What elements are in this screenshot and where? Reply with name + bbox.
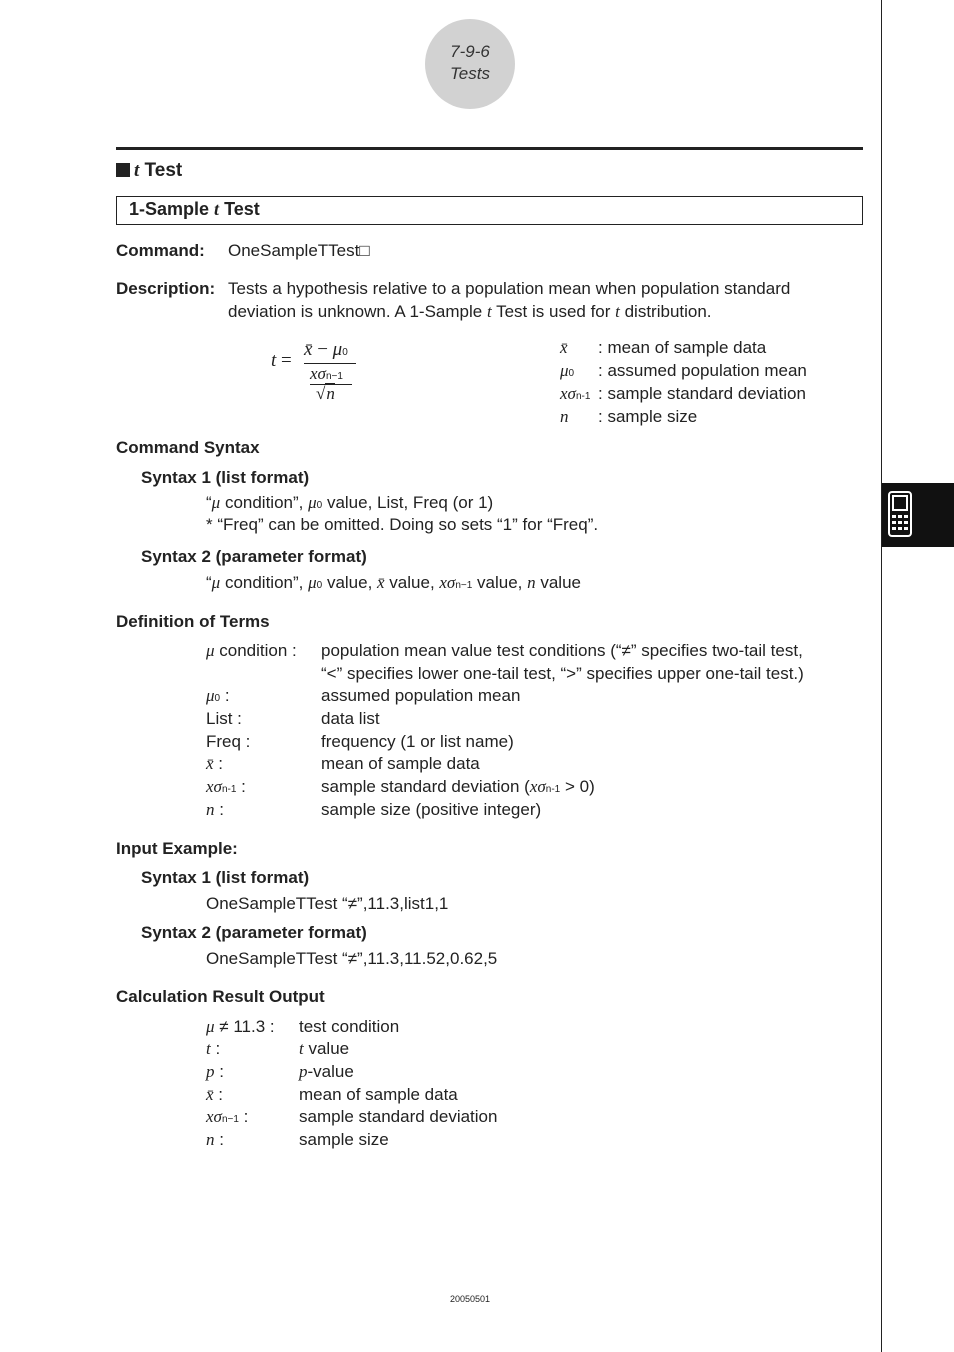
example-syntax-1-heading: Syntax 1 (list format)	[141, 868, 310, 887]
def-term: Freq :	[206, 732, 251, 751]
description-line-1: Tests a hypothesis relative to a population mean when population standard	[228, 279, 791, 298]
example-syntax-2-heading: Syntax 2 (parameter format)	[141, 923, 367, 942]
def-term: x̄ :	[206, 754, 223, 773]
chapter-side-tab	[882, 483, 954, 547]
output-desc: t value	[299, 1039, 350, 1058]
command-label: Command:	[116, 241, 205, 260]
syntax-2-heading: Syntax 2 (parameter format)	[141, 547, 367, 566]
syntax-1-note: * “Freq” can be omitted. Doing so sets “1” for “Freq”.	[206, 515, 599, 534]
legend-row: μ0	[560, 361, 575, 380]
output-term: p :	[206, 1062, 224, 1081]
square-bullet-icon	[116, 163, 130, 177]
def-desc: sample standard deviation (xσn-1 > 0)	[321, 777, 595, 796]
output-term: n :	[206, 1130, 224, 1149]
page-number-badge	[425, 19, 515, 109]
example-syntax-1: OneSampleTTest “≠”,11.3,list1,1	[206, 894, 449, 913]
section-title: t Test	[116, 160, 182, 182]
def-desc: sample size (positive integer)	[321, 800, 542, 819]
formula-denominator: xσn−1	[310, 364, 343, 383]
legend-row: n	[560, 407, 569, 426]
output-term: xσn−1 :	[206, 1107, 249, 1126]
formula-numerator: x̄ − μ0	[304, 339, 348, 360]
legend-row: xσn-1	[560, 384, 591, 403]
right-margin-rule	[881, 0, 882, 1352]
def-term: μ0 :	[206, 686, 230, 705]
t-statistic-formula: t = x̄ − μ0 xσn−1 √n	[268, 336, 378, 410]
syntax-1-line: “μ condition”, μ0 value, List, Freq (or 1)	[206, 493, 494, 512]
def-desc: mean of sample data	[321, 754, 480, 773]
command-value: OneSampleTTest□	[228, 241, 370, 260]
output-term: t :	[206, 1039, 221, 1058]
formula-sqrt-n: √n	[316, 384, 335, 403]
legend-desc: : sample standard deviation	[598, 384, 806, 403]
def-desc: assumed population mean	[321, 686, 521, 705]
output-desc: sample size	[299, 1130, 389, 1149]
legend-desc: : mean of sample data	[598, 338, 767, 357]
output-term: x̄ :	[206, 1085, 223, 1104]
def-term: n :	[206, 800, 224, 819]
def-desc: data list	[321, 709, 380, 728]
description-label: Description:	[116, 279, 216, 298]
output-desc: p-value	[299, 1062, 354, 1081]
def-term: xσn-1 :	[206, 777, 246, 796]
def-desc: frequency (1 or list name)	[321, 732, 514, 751]
output-heading: Calculation Result Output	[116, 987, 325, 1006]
def-desc: population mean value test conditions (“≠” specifies two-tail test,	[321, 641, 803, 660]
calculator-icon	[888, 491, 912, 537]
example-syntax-2: OneSampleTTest “≠”,11.3,11.52,0.62,5	[206, 949, 498, 968]
input-example-heading: Input Example:	[116, 839, 238, 858]
definition-heading: Definition of Terms	[116, 612, 270, 631]
legend-desc: : assumed population mean	[598, 361, 807, 380]
command-syntax-heading: Command Syntax	[116, 438, 260, 457]
output-term: μ ≠ 11.3 :	[206, 1017, 275, 1036]
legend-row: x̄	[560, 338, 568, 357]
subsection-title-box	[116, 196, 863, 225]
header-rule	[116, 147, 863, 150]
def-term: μ condition :	[206, 641, 297, 660]
output-desc: mean of sample data	[299, 1085, 458, 1104]
page-number: 7-9-6	[450, 42, 490, 61]
footer-code: 20050501	[450, 1294, 491, 1304]
def-desc: “<” specifies lower one-tail test, “>” specifies upper one-tail test.)	[321, 664, 804, 683]
output-desc: test condition	[299, 1017, 400, 1036]
subsection-title: 1-Sample t Test	[129, 199, 260, 219]
def-term: List :	[206, 709, 242, 728]
page-chapter: Tests	[449, 64, 490, 83]
legend-desc: : sample size	[598, 407, 698, 426]
syntax-1-heading: Syntax 1 (list format)	[141, 468, 310, 487]
description-line-2: deviation is unknown. A 1-Sample t Test is used for t distribution.	[228, 302, 712, 321]
syntax-2-line: “μ condition”, μ0 value, x̄ value, xσn−1 value, n value	[206, 573, 581, 592]
output-desc: sample standard deviation	[299, 1107, 498, 1126]
